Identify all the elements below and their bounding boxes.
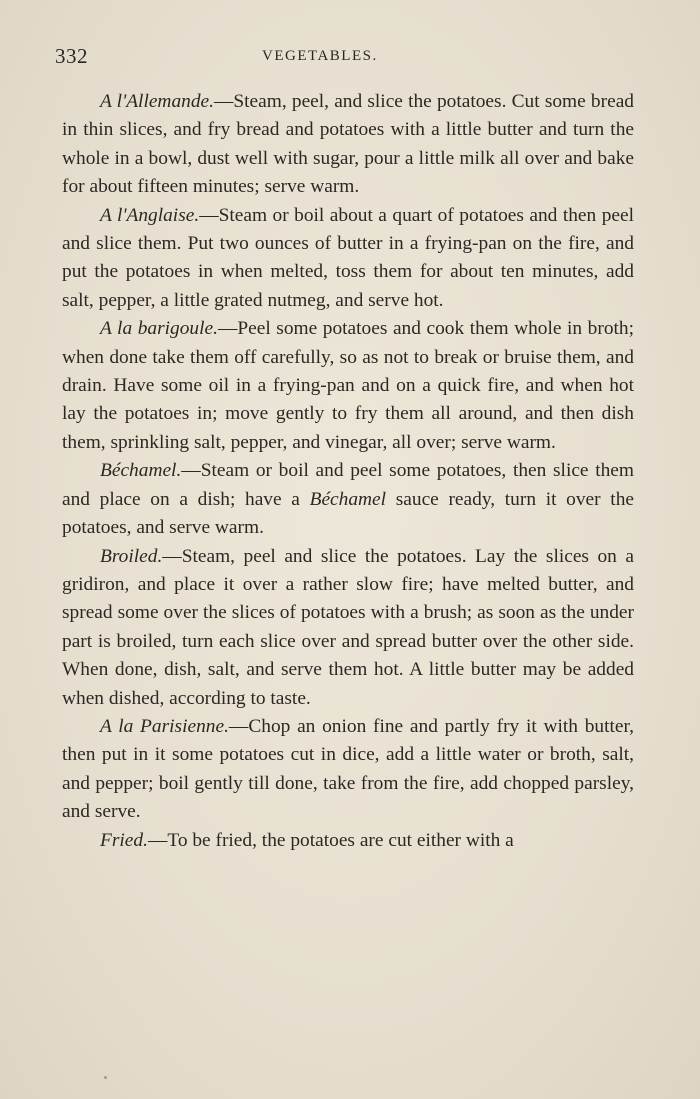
recipe-body: —Steam or boil about a quart of potatoes and then peel and slice them. Put two ounces of butter in a frying-pan on the fire, and put the potatoes in when melted, toss them for about ten minutes, add salt, pepper, a little grated nutmeg, and serve hot. <box>62 204 634 311</box>
recipe-title: Fried. <box>100 829 148 851</box>
paper-speck <box>104 1076 107 1079</box>
recipe-title: A l'Allemande. <box>100 91 214 112</box>
recipe-body: —Steam, peel and slice the potatoes. Lay the slices on a gridiron, and place it over a rather slow fire; have melted butter, and spread some over the slices of potatoes with a brush; as soon as the under part is broiled, turn each slice over and spread butter over the other side. When done, dish, salt, and serve them hot. A little butter may be added when dished, according to taste. <box>62 545 634 709</box>
recipe-title: Béchamel. <box>100 460 182 482</box>
paragraph-fried <box>62 827 634 855</box>
paragraph-allemande <box>62 88 634 202</box>
recipe-title: A la Parisienne. <box>100 715 229 737</box>
recipe-title: A la barigoule. <box>100 318 218 340</box>
paragraph-barigoule <box>62 315 634 457</box>
recipe-emphasis: Béchamel <box>309 488 387 510</box>
recipe-body: —Chop an onion fine and partly fry it with butter, then put in it some potatoes cut in dice, add a little water or broth, salt, and pepper; boil gently till done, take from the fire, add chopped parsley, and serve. <box>62 715 634 823</box>
paragraph-anglaise <box>62 202 634 316</box>
recipe-body-continued: sauce ready, turn it over the potatoes, and serve warm. <box>62 488 634 539</box>
recipe-body: —Steam or boil and peel some potatoes, then slice them and place on a dish; have a <box>62 460 634 510</box>
recipe-body: —Steam, peel, and slice the potatoes. Cut some bread in thin slices, and fry bread and potatoes with a little butter and turn the whole in a bowl, dust well with sugar, pour a little milk all over and bake for about fifteen minutes; serve warm. <box>62 91 634 198</box>
recipe-title: A l'Anglaise. <box>100 204 200 226</box>
page-number: 332 <box>55 44 88 68</box>
paragraph-parisienne <box>62 713 634 827</box>
paragraph-broiled <box>62 543 634 713</box>
paragraph-bechamel <box>62 457 634 542</box>
page-header <box>0 44 700 74</box>
recipe-body: —Peel some potatoes and cook them whole in broth; when done take them off carefully, so as not to break or bruise them, and drain. Have some oil in a frying-pan and on a quick fire, and when hot lay the potatoes in; move gently to fry them all around, and then dish them, sprinkling salt, pepper, and vinegar, all over; serve warm. <box>62 318 634 453</box>
running-head: VEGETABLES. <box>262 48 378 64</box>
recipe-text <box>62 88 634 855</box>
recipe-body: —To be fried, the potatoes are cut either with a <box>147 829 514 851</box>
recipe-title: Broiled. <box>100 545 163 567</box>
